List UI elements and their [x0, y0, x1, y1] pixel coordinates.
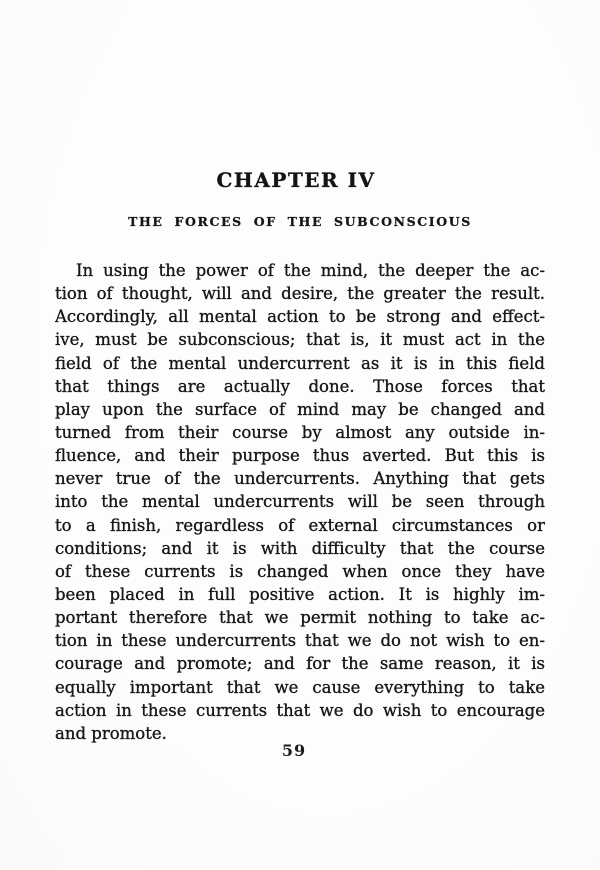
- text-line: Accordingly, all mental action to be strong and effect-: [55, 307, 545, 327]
- text-line: action in these currents that we do wish to encourage: [55, 700, 545, 720]
- text-line: of these currents is changed when once they have: [55, 561, 545, 581]
- text-line: fluence, and their purpose thus averted. But this is: [55, 446, 545, 466]
- text-line: In using the power of the mind, the deeper the ac-: [76, 261, 545, 280]
- chapter-heading: CHAPTER IV: [216, 168, 376, 192]
- text-line: conditions; and it is with difficulty that the course: [55, 538, 545, 558]
- text-line: never true of the undercurrents. Anything that gets: [55, 469, 545, 489]
- text-line: and promote.: [55, 723, 167, 743]
- text-line: courage and promote; and for the same reason, it is: [55, 654, 545, 674]
- section-heading: THE FORCES OF THE SUBCONSCIOUS: [128, 214, 472, 229]
- text-line: tion in these undercurrents that we do not wish to en-: [55, 631, 545, 651]
- text-line: equally important that we cause everything to take: [55, 677, 545, 697]
- body-paragraph: [55, 259, 545, 745]
- text-line: play upon the surface of mind may be changed and: [55, 399, 545, 419]
- text-line: that things are actually done. Those forces that: [55, 376, 545, 396]
- text-line: ive, must be subconscious; that is, it must act in the: [55, 330, 545, 350]
- text-line: turned from their course by almost any outside in-: [55, 422, 545, 442]
- text-line: tion of thought, will and desire, the greater the result.: [55, 284, 545, 304]
- page-number: 59: [281, 741, 307, 760]
- text-line: to a finish, regardless of external circumstances or: [55, 515, 545, 535]
- text-line: been placed in full positive action. It is highly im-: [55, 584, 545, 604]
- text-line: into the mental undercurrents will be seen through: [55, 492, 545, 512]
- text-line: portant therefore that we permit nothing to take ac-: [55, 608, 545, 628]
- text-line: field of the mental undercurrent as it is in this field: [55, 353, 545, 373]
